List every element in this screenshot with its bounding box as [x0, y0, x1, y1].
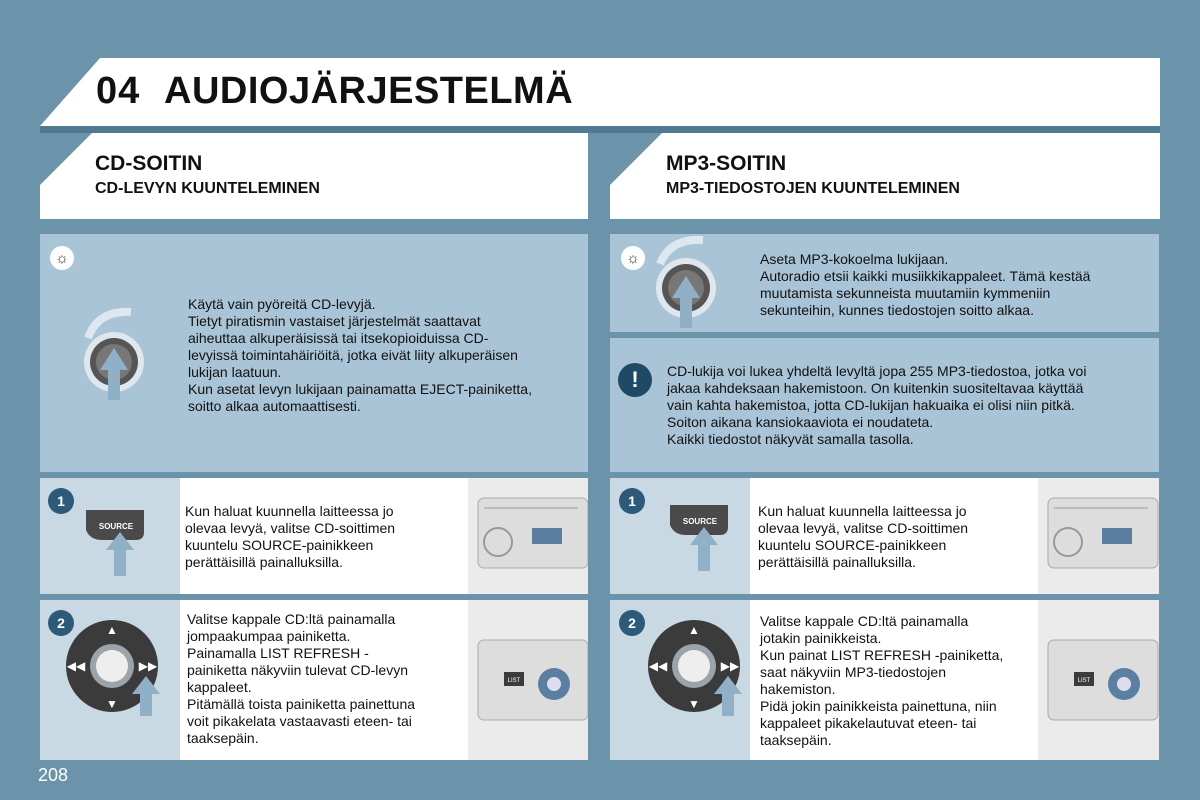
- cd-hint-text: Käytä vain pyöreitä CD-levyjä. Tietyt piratismin vastaiset järjestelmät saattavat aiheuttaa alkuperäisissä tai itsekopioiduissa CD- levyissä toimintahäiriöitä, jotka eivät liity alkuperäisen lukijan laatuun. Kun asetat levyn lukijaan painamatta EJECT-painiketta, soitto alkaa automaattisesti.: [188, 296, 532, 414]
- svg-text:◀◀: ◀◀: [648, 659, 668, 673]
- cd-insert-illustration: [648, 234, 728, 334]
- mp3-section-header: [610, 133, 1160, 219]
- cd-section-title: CD-SOITIN: [95, 152, 203, 175]
- svg-text:▼: ▼: [688, 697, 700, 711]
- sun-bulb-icon: ☼: [50, 246, 74, 270]
- source-button-illustration: [82, 510, 152, 580]
- svg-text:▲: ▲: [688, 623, 700, 637]
- svg-text:LIST: LIST: [507, 678, 521, 684]
- mp3-section-title: MP3-SOITIN: [666, 152, 787, 175]
- cd-section-header: [40, 133, 588, 219]
- direction-pad-icon: [646, 618, 746, 718]
- direction-pad-icon: [64, 618, 164, 718]
- page-number: 208: [38, 765, 69, 785]
- step-2-badge: 2: [619, 610, 645, 636]
- step-1-badge: 1: [48, 488, 74, 514]
- sun-bulb-icon: ☼: [621, 246, 645, 270]
- svg-text:SOURCE: SOURCE: [98, 522, 134, 531]
- mp3-section-subtitle: MP3-TIEDOSTOJEN KUUNTELEMINEN: [666, 180, 960, 197]
- header-divider: [40, 126, 1160, 133]
- step-1-badge: 1: [619, 488, 645, 514]
- source-button-illustration: [666, 505, 736, 575]
- svg-text:LIST: LIST: [1077, 678, 1091, 684]
- svg-text:◀◀: ◀◀: [66, 659, 86, 673]
- mp3-warning-text: CD-lukija voi lukea yhdeltä levyltä jopa 255 MP3-tiedostoa, jotka voi jakaa kahdeksaan hakemistoon. On kuitenkin suositeltavaa käyttää vain kahta hakemistoa, jotta CD-lukijan hakuaika ei olisi niin pitkä. Soiton aikana kansiokaaviota ei noudateta. Kaikki tiedostot näkyvät samalla tasolla.: [667, 363, 1087, 447]
- chapter-title: AUDIOJÄRJESTELMÄ: [164, 70, 574, 112]
- step-2-badge: 2: [48, 610, 74, 636]
- cd-section-subtitle: CD-LEVYN KUUNTELEMINEN: [95, 180, 320, 197]
- mp3-step-2-text: Valitse kappale CD:ltä painamalla jotakin painikkeista. Kun painat LIST REFRESH -painiketta, saat näkyviin MP3-tiedostojen hakemiston. Pidä jokin painikkeista painettuna, niin kappaleet pikakelautuvat eteen- tai taaksepäin.: [760, 613, 1004, 748]
- svg-text:▲: ▲: [106, 623, 118, 637]
- mp3-step-1-text: Kun haluat kuunnella laitteessa jo olevaa levyä, valitse CD-soittimen kuuntelu SOURCE-painikkeen perättäisillä painalluksilla.: [758, 503, 969, 570]
- mp3-hint-text: Aseta MP3-kokoelma lukijaan. Autoradio etsii kaikki musiikkikappaleet. Tämä kestää muutamista sekunneista muutamiin kymmeniin sekunteihin, kunnes tiedostojen soitto alkaa.: [760, 251, 1091, 318]
- svg-text:SOURCE: SOURCE: [682, 517, 718, 526]
- cd-step-2-text: Valitse kappale CD:ltä painamalla jompaakumpaa painiketta. Painamalla LIST REFRESH - painiketta näkyviin tulevat CD-levyn kappaleet. Pitämällä toista painiketta painettuna voit pikakelata vastaavasti eteen- tai taaksepäin.: [187, 611, 416, 746]
- cd-insert-illustration: [76, 300, 156, 410]
- svg-text:▶▶: ▶▶: [720, 659, 740, 673]
- cd-step-1-text: Kun haluat kuunnella laitteessa jo olevaa levyä, valitse CD-soittimen kuuntelu SOURCE-painikkeen perättäisillä painalluksilla.: [185, 503, 396, 570]
- radio-thumbnail: [468, 478, 588, 594]
- radio-thumbnail: [468, 600, 588, 760]
- svg-text:▶▶: ▶▶: [138, 659, 158, 673]
- radio-thumbnail: [1038, 600, 1159, 760]
- chapter-number: 04: [96, 70, 141, 112]
- svg-text:▼: ▼: [106, 697, 118, 711]
- radio-thumbnail: [1038, 478, 1159, 594]
- exclamation-icon: !: [618, 363, 652, 397]
